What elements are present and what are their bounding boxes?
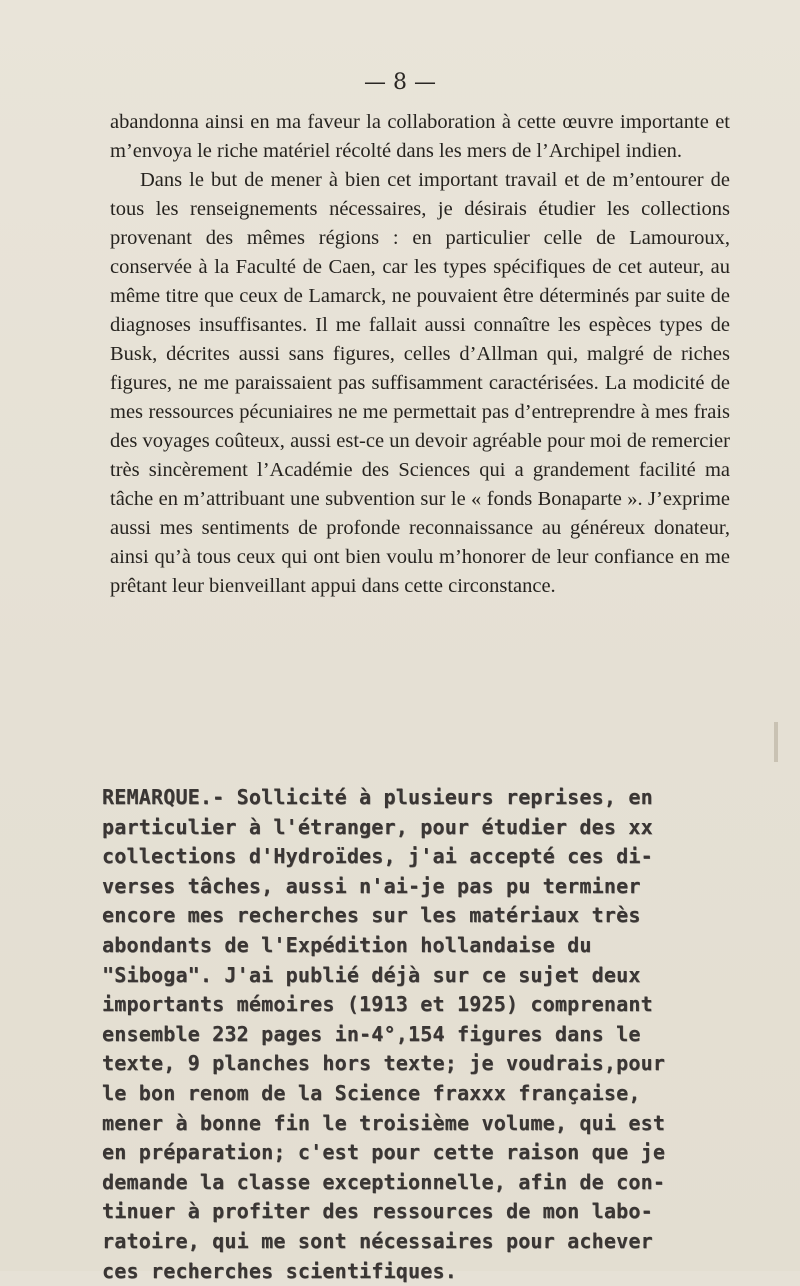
typed-line: "Siboga". J'ai publié déjà sur ce sujet deux bbox=[102, 961, 772, 991]
typed-line: REMARQUE.- Sollicité à plusieurs reprises, en bbox=[102, 783, 772, 813]
typed-line: ensemble 232 pages in-4°,154 figures dans le bbox=[102, 1020, 772, 1050]
typed-line: ratoire, qui me sont nécessaires pour achever bbox=[102, 1227, 772, 1257]
typed-line: tinuer à profiter des ressources de mon labo- bbox=[102, 1197, 772, 1227]
typed-line: collections d'Hydroïdes, j'ai accepté ces di- bbox=[102, 842, 772, 872]
paragraph-1: abandonna ainsi en ma faveur la collaboration à cette œuvre importante et m’envoya le riche matériel récolté dans les mers de l’Archipel indien. bbox=[110, 108, 730, 166]
typed-line: en préparation; c'est pour cette raison que je bbox=[102, 1138, 772, 1168]
typed-line: importants mémoires (1913 et 1925) comprenant bbox=[102, 990, 772, 1020]
printed-text bbox=[110, 108, 730, 601]
typed-line: mener à bonne fin le troisième volume, qui est bbox=[102, 1109, 772, 1139]
paragraph-2: Dans le but de mener à bien cet important travail et de m’entourer de tous les renseignements nécessaires, je désirais étudier les collections provenant des mêmes régions : en particulier celle de Lamouroux, conservée à la Faculté de Caen, car les types spécifiques de cet auteur, au même titre que ceux de Lamarck, ne pouvaient être déterminés par suite de diagnoses insuffisantes. Il me fallait aussi connaître les espèces types de Busk, décrites aussi sans figures, celles d’Allman qui, malgré de riches figures, ne me paraissaient pas suffisamment caractérisées. La modicité de mes ressources pécuniaires ne me permettait pas d’entreprendre à mes frais des voyages coûteux, aussi est-ce un devoir agréable pour moi de remercier très sincèrement l’Académie des Sciences qui a grandement facilité ma tâche en m’attribuant une subvention sur le « fonds Bonaparte ». J’exprime aussi mes sentiments de profonde reconnaissance au généreux donateur, ainsi qu’à tous ceux qui ont bien voulu m’honorer de leur confiance en me prêtant leur bienveillant appui dans cette circonstance. bbox=[110, 166, 730, 601]
typed-line: ces recherches scientifiques. bbox=[102, 1257, 772, 1286]
typewritten-note bbox=[102, 783, 772, 1286]
typed-line: abondants de l'Expédition hollandaise du bbox=[102, 931, 772, 961]
typed-line: verses tâches, aussi n'ai-je pas pu terminer bbox=[102, 872, 772, 902]
typed-line: particulier à l'étranger, pour étudier des xx bbox=[102, 813, 772, 843]
typed-line: demande la classe exceptionnelle, afin de con- bbox=[102, 1168, 772, 1198]
paper-mark bbox=[774, 722, 778, 762]
typed-line: texte, 9 planches hors texte; je voudrais,pour bbox=[102, 1049, 772, 1079]
typed-line: le bon renom de la Science fraxxx française, bbox=[102, 1079, 772, 1109]
typed-line: encore mes recherches sur les matériaux très bbox=[102, 901, 772, 931]
page-number: — 8 — bbox=[0, 70, 800, 95]
